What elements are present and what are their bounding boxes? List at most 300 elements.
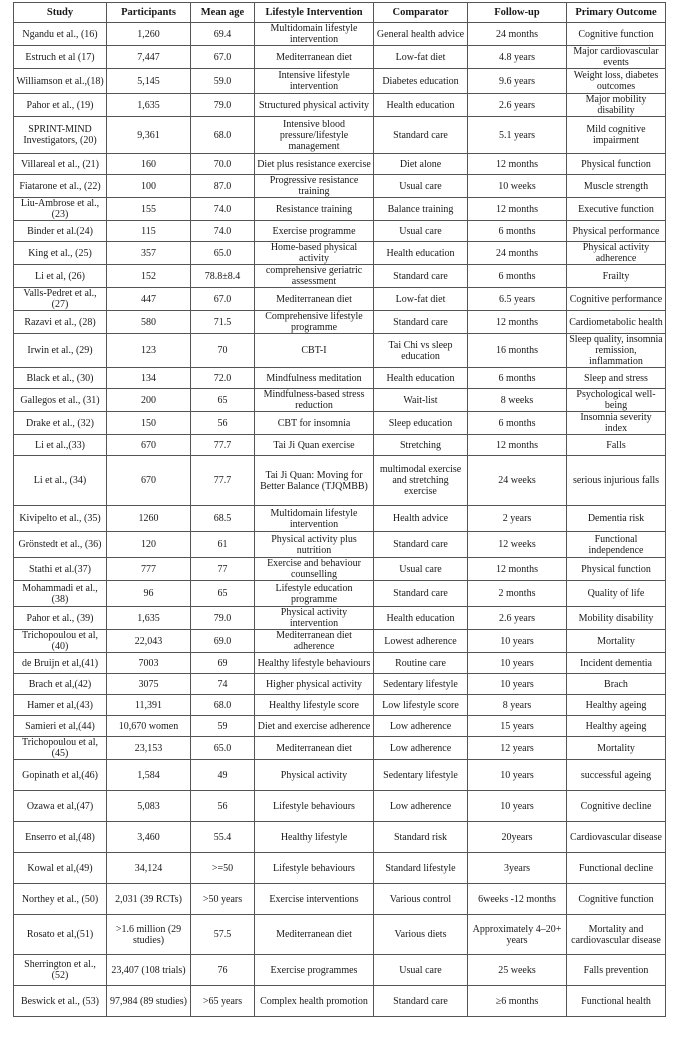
cell-outcome: Mortality and cardiovascular disease	[567, 915, 666, 955]
cell-outcome: Physical function	[567, 154, 666, 175]
cell-mean-age: 67.0	[191, 46, 255, 69]
cell-intervention: CBT for insomnia	[255, 412, 374, 435]
cell-intervention: Diet and exercise adherence	[255, 716, 374, 737]
header-follow-up: Follow-up	[468, 3, 567, 23]
cell-study: King et al., (25)	[14, 242, 107, 265]
cell-follow-up: 6 months	[468, 265, 567, 288]
cell-study: Li et al., (34)	[14, 456, 107, 506]
cell-follow-up: 6 months	[468, 368, 567, 389]
cell-study: Drake et al., (32)	[14, 412, 107, 435]
cell-mean-age: >65 years	[191, 986, 255, 1017]
header-mean-age: Mean age	[191, 3, 255, 23]
cell-follow-up: 5.1 years	[468, 117, 567, 154]
cell-comparator: Diet alone	[374, 154, 468, 175]
cell-intervention: Healthy lifestyle score	[255, 695, 374, 716]
cell-mean-age: 56	[191, 791, 255, 822]
cell-outcome: Cardiometabolic health	[567, 311, 666, 334]
cell-outcome: Quality of life	[567, 581, 666, 607]
header-study: Study	[14, 3, 107, 23]
cell-follow-up: 10 years	[468, 653, 567, 674]
cell-participants: 7003	[107, 653, 191, 674]
cell-follow-up: 2.6 years	[468, 94, 567, 117]
cell-study: Rosato et al,(51)	[14, 915, 107, 955]
cell-outcome: Cognitive function	[567, 884, 666, 915]
cell-intervention: Exercise programme	[255, 221, 374, 242]
table-body	[14, 23, 666, 1017]
cell-study: Stathi et al.(37)	[14, 558, 107, 581]
table-row	[14, 368, 666, 389]
cell-comparator: Health education	[374, 368, 468, 389]
cell-comparator: Wait-list	[374, 389, 468, 412]
cell-follow-up: 12 months	[468, 198, 567, 221]
cell-intervention: Physical activity plus nutrition	[255, 532, 374, 558]
cell-study: Sherrington et al., (52)	[14, 955, 107, 986]
cell-participants: 777	[107, 558, 191, 581]
header-primary-outcome: Primary Outcome	[567, 3, 666, 23]
cell-mean-age: >50 years	[191, 884, 255, 915]
table-row	[14, 69, 666, 94]
cell-participants: 1,635	[107, 607, 191, 630]
cell-follow-up: 24 months	[468, 242, 567, 265]
cell-comparator: Health education	[374, 94, 468, 117]
cell-intervention: Mindfulness-based stress reduction	[255, 389, 374, 412]
cell-comparator: Diabetes education	[374, 69, 468, 94]
cell-mean-age: 76	[191, 955, 255, 986]
cell-study: Black et al., (30)	[14, 368, 107, 389]
cell-outcome: Physical function	[567, 558, 666, 581]
cell-follow-up: 12 months	[468, 311, 567, 334]
cell-intervention: Lifestyle behaviours	[255, 791, 374, 822]
cell-study: SPRINT-MIND Investigators, (20)	[14, 117, 107, 154]
cell-participants: 120	[107, 532, 191, 558]
cell-outcome: Frailty	[567, 265, 666, 288]
cell-participants: 447	[107, 288, 191, 311]
cell-participants: 10,670 women	[107, 716, 191, 737]
cell-outcome: Healthy ageing	[567, 695, 666, 716]
studies-table	[13, 2, 666, 1017]
cell-intervention: Intensive blood pressure/lifestyle management	[255, 117, 374, 154]
cell-study: Kivipelto et al., (35)	[14, 506, 107, 532]
cell-outcome: Healthy ageing	[567, 716, 666, 737]
table-row	[14, 94, 666, 117]
cell-outcome: Dementia risk	[567, 506, 666, 532]
cell-intervention: Mediterranean diet	[255, 737, 374, 760]
header-lifestyle-intervention: Lifestyle Intervention	[255, 3, 374, 23]
cell-comparator: Standard risk	[374, 822, 468, 853]
cell-intervention: Mediterranean diet adherence	[255, 630, 374, 653]
cell-comparator: Tai Chi vs sleep education	[374, 334, 468, 368]
cell-participants: 23,407 (108 trials)	[107, 955, 191, 986]
cell-follow-up: Approximately 4–20+ years	[468, 915, 567, 955]
cell-intervention: Physical activity	[255, 760, 374, 791]
cell-mean-age: 55.4	[191, 822, 255, 853]
cell-outcome: Cognitive decline	[567, 791, 666, 822]
cell-comparator: Health education	[374, 607, 468, 630]
cell-follow-up: 12 years	[468, 737, 567, 760]
cell-follow-up: 2 months	[468, 581, 567, 607]
cell-comparator: Sleep education	[374, 412, 468, 435]
cell-outcome: successful ageing	[567, 760, 666, 791]
cell-comparator: Standard lifestyle	[374, 853, 468, 884]
cell-intervention: comprehensive geriatric assessment	[255, 265, 374, 288]
table-row	[14, 695, 666, 716]
table-row	[14, 23, 666, 46]
cell-study: Mohammadi et al., (38)	[14, 581, 107, 607]
header-comparator: Comparator	[374, 3, 468, 23]
cell-intervention: Exercise programmes	[255, 955, 374, 986]
cell-intervention: CBT-I	[255, 334, 374, 368]
table-row	[14, 558, 666, 581]
cell-participants: >1.6 million (29 studies)	[107, 915, 191, 955]
cell-participants: 5,083	[107, 791, 191, 822]
cell-intervention: Multidomain lifestyle intervention	[255, 506, 374, 532]
cell-follow-up: 10 years	[468, 630, 567, 653]
cell-mean-age: 57.5	[191, 915, 255, 955]
cell-intervention: Comprehensive lifestyle programme	[255, 311, 374, 334]
table-row	[14, 117, 666, 154]
cell-comparator: Usual care	[374, 221, 468, 242]
study-table-container	[13, 2, 665, 1017]
cell-study: Samieri et al,(44)	[14, 716, 107, 737]
cell-mean-age: 68.5	[191, 506, 255, 532]
cell-outcome: Weight loss, diabetes outcomes	[567, 69, 666, 94]
cell-outcome: Major cardiovascular events	[567, 46, 666, 69]
cell-study: Gallegos et al., (31)	[14, 389, 107, 412]
cell-outcome: Cognitive performance	[567, 288, 666, 311]
table-row	[14, 435, 666, 456]
cell-comparator: Balance training	[374, 198, 468, 221]
cell-outcome: Insomnia severity index	[567, 412, 666, 435]
cell-intervention: Complex health promotion	[255, 986, 374, 1017]
cell-comparator: Lowest adherence	[374, 630, 468, 653]
table-row	[14, 311, 666, 334]
cell-comparator: Health education	[374, 242, 468, 265]
cell-intervention: Intensive lifestyle intervention	[255, 69, 374, 94]
cell-outcome: Physical performance	[567, 221, 666, 242]
cell-comparator: Usual care	[374, 558, 468, 581]
cell-participants: 1,635	[107, 94, 191, 117]
cell-participants: 200	[107, 389, 191, 412]
cell-mean-age: 77.7	[191, 456, 255, 506]
cell-follow-up: 8 years	[468, 695, 567, 716]
cell-participants: 97,984 (89 studies)	[107, 986, 191, 1017]
cell-participants: 2,031 (39 RCTs)	[107, 884, 191, 915]
cell-comparator: Standard care	[374, 117, 468, 154]
cell-participants: 150	[107, 412, 191, 435]
cell-study: Irwin et al., (29)	[14, 334, 107, 368]
cell-outcome: Mild cognitive impairment	[567, 117, 666, 154]
cell-follow-up: 8 weeks	[468, 389, 567, 412]
cell-study: Trichopoulou et al,(45)	[14, 737, 107, 760]
table-row	[14, 884, 666, 915]
cell-intervention: Mediterranean diet	[255, 288, 374, 311]
table-row	[14, 412, 666, 435]
cell-mean-age: 77	[191, 558, 255, 581]
cell-study: Beswick et al., (53)	[14, 986, 107, 1017]
cell-study: Estruch et al (17)	[14, 46, 107, 69]
cell-intervention: Tai Ji Quan: Moving for Better Balance (TJQMBB)	[255, 456, 374, 506]
cell-participants: 34,124	[107, 853, 191, 884]
table-row	[14, 46, 666, 69]
cell-follow-up: 12 months	[468, 558, 567, 581]
cell-comparator: Routine care	[374, 653, 468, 674]
cell-outcome: Cognitive function	[567, 23, 666, 46]
cell-mean-age: 61	[191, 532, 255, 558]
cell-mean-age: 69	[191, 653, 255, 674]
cell-follow-up: 10 years	[468, 760, 567, 791]
cell-mean-age: 68.0	[191, 117, 255, 154]
cell-mean-age: 74	[191, 674, 255, 695]
cell-comparator: Standard care	[374, 532, 468, 558]
cell-participants: 134	[107, 368, 191, 389]
cell-study: Li et al.,(33)	[14, 435, 107, 456]
cell-outcome: Mortality	[567, 630, 666, 653]
cell-study: Hamer et al,(43)	[14, 695, 107, 716]
cell-study: Trichopoulou et al,(40)	[14, 630, 107, 653]
cell-intervention: Multidomain lifestyle intervention	[255, 23, 374, 46]
cell-follow-up: 3years	[468, 853, 567, 884]
cell-mean-age: 59.0	[191, 69, 255, 94]
cell-intervention: Lifestyle behaviours	[255, 853, 374, 884]
cell-study: Grönstedt et al., (36)	[14, 532, 107, 558]
cell-study: Fiatarone et al., (22)	[14, 175, 107, 198]
cell-mean-age: 79.0	[191, 94, 255, 117]
cell-mean-age: 72.0	[191, 368, 255, 389]
cell-study: Valls-Pedret et al., (27)	[14, 288, 107, 311]
cell-participants: 152	[107, 265, 191, 288]
cell-study: Ngandu et al., (16)	[14, 23, 107, 46]
cell-outcome: Mobility disability	[567, 607, 666, 630]
table-row	[14, 532, 666, 558]
cell-participants: 7,447	[107, 46, 191, 69]
cell-participants: 357	[107, 242, 191, 265]
cell-participants: 160	[107, 154, 191, 175]
cell-comparator: Various control	[374, 884, 468, 915]
cell-participants: 100	[107, 175, 191, 198]
cell-participants: 5,145	[107, 69, 191, 94]
cell-follow-up: 24 weeks	[468, 456, 567, 506]
cell-comparator: Various diets	[374, 915, 468, 955]
cell-follow-up: 4.8 years	[468, 46, 567, 69]
cell-participants: 9,361	[107, 117, 191, 154]
table-row	[14, 242, 666, 265]
cell-intervention: Home-based physical activity	[255, 242, 374, 265]
cell-comparator: Standard care	[374, 581, 468, 607]
cell-follow-up: 10 years	[468, 791, 567, 822]
cell-study: Kowal et al,(49)	[14, 853, 107, 884]
table-row	[14, 674, 666, 695]
cell-follow-up: 9.6 years	[468, 69, 567, 94]
cell-outcome: Physical activity adherence	[567, 242, 666, 265]
cell-outcome: Major mobility disability	[567, 94, 666, 117]
table-header-row	[14, 3, 666, 23]
cell-outcome: Functional independence	[567, 532, 666, 558]
table-row	[14, 221, 666, 242]
cell-participants: 155	[107, 198, 191, 221]
cell-outcome: Sleep and stress	[567, 368, 666, 389]
cell-mean-age: 65	[191, 581, 255, 607]
cell-comparator: Stretching	[374, 435, 468, 456]
cell-mean-age: 79.0	[191, 607, 255, 630]
cell-mean-age: 87.0	[191, 175, 255, 198]
table-row	[14, 154, 666, 175]
table-row	[14, 265, 666, 288]
table-row	[14, 456, 666, 506]
cell-outcome: serious injurious falls	[567, 456, 666, 506]
cell-mean-age: 70.0	[191, 154, 255, 175]
table-row	[14, 175, 666, 198]
cell-mean-age: 78.8±8.4	[191, 265, 255, 288]
cell-comparator: Usual care	[374, 955, 468, 986]
cell-study: Northey et al., (50)	[14, 884, 107, 915]
cell-intervention: Mediterranean diet	[255, 46, 374, 69]
table-row	[14, 198, 666, 221]
cell-follow-up: 10 years	[468, 674, 567, 695]
table-row	[14, 581, 666, 607]
cell-intervention: Structured physical activity	[255, 94, 374, 117]
cell-intervention: Healthy lifestyle	[255, 822, 374, 853]
cell-study: Li et al, (26)	[14, 265, 107, 288]
cell-participants: 580	[107, 311, 191, 334]
cell-follow-up: 24 months	[468, 23, 567, 46]
cell-comparator: Low-fat diet	[374, 46, 468, 69]
cell-comparator: multimodal exercise and stretching exercise	[374, 456, 468, 506]
cell-follow-up: 6.5 years	[468, 288, 567, 311]
cell-participants: 23,153	[107, 737, 191, 760]
cell-study: Binder et al.(24)	[14, 221, 107, 242]
cell-outcome: Falls	[567, 435, 666, 456]
cell-intervention: Exercise interventions	[255, 884, 374, 915]
cell-participants: 22,043	[107, 630, 191, 653]
table-row	[14, 389, 666, 412]
cell-mean-age: 74.0	[191, 221, 255, 242]
cell-follow-up: 6 months	[468, 412, 567, 435]
cell-outcome: Mortality	[567, 737, 666, 760]
cell-participants: 123	[107, 334, 191, 368]
cell-participants: 3,460	[107, 822, 191, 853]
cell-study: Razavi et al., (28)	[14, 311, 107, 334]
cell-mean-age: >=50	[191, 853, 255, 884]
table-row	[14, 737, 666, 760]
cell-follow-up: 2.6 years	[468, 607, 567, 630]
table-row	[14, 853, 666, 884]
cell-mean-age: 67.0	[191, 288, 255, 311]
cell-study: Brach et al,(42)	[14, 674, 107, 695]
cell-participants: 1,584	[107, 760, 191, 791]
cell-intervention: Physical activity intervention	[255, 607, 374, 630]
cell-comparator: Low-fat diet	[374, 288, 468, 311]
table-row	[14, 986, 666, 1017]
cell-follow-up: 16 months	[468, 334, 567, 368]
table-row	[14, 506, 666, 532]
cell-participants: 11,391	[107, 695, 191, 716]
cell-comparator: General health advice	[374, 23, 468, 46]
cell-follow-up: 10 weeks	[468, 175, 567, 198]
cell-comparator: Low lifestyle score	[374, 695, 468, 716]
cell-participants: 670	[107, 456, 191, 506]
table-row	[14, 653, 666, 674]
cell-comparator: Low adherence	[374, 716, 468, 737]
cell-intervention: Mediterranean diet	[255, 915, 374, 955]
cell-mean-age: 68.0	[191, 695, 255, 716]
table-row	[14, 288, 666, 311]
cell-study: Gopinath et al,(46)	[14, 760, 107, 791]
table-row	[14, 760, 666, 791]
cell-follow-up: 12 months	[468, 435, 567, 456]
cell-intervention: Tai Ji Quan exercise	[255, 435, 374, 456]
cell-intervention: Lifestyle education programme	[255, 581, 374, 607]
table-row	[14, 630, 666, 653]
cell-comparator: Standard care	[374, 265, 468, 288]
cell-comparator: Health advice	[374, 506, 468, 532]
cell-outcome: Cardiovascular disease	[567, 822, 666, 853]
cell-mean-age: 65.0	[191, 737, 255, 760]
cell-comparator: Usual care	[374, 175, 468, 198]
cell-study: Enserro et al,(48)	[14, 822, 107, 853]
cell-mean-age: 74.0	[191, 198, 255, 221]
cell-mean-age: 69.4	[191, 23, 255, 46]
table-row	[14, 716, 666, 737]
cell-study: Pahor et al., (39)	[14, 607, 107, 630]
cell-outcome: Muscle strength	[567, 175, 666, 198]
cell-study: Villareal et al., (21)	[14, 154, 107, 175]
cell-outcome: Incident dementia	[567, 653, 666, 674]
cell-study: Ozawa et al,(47)	[14, 791, 107, 822]
cell-mean-age: 65	[191, 389, 255, 412]
table-row	[14, 334, 666, 368]
cell-mean-age: 65.0	[191, 242, 255, 265]
cell-follow-up: 2 years	[468, 506, 567, 532]
cell-mean-age: 77.7	[191, 435, 255, 456]
cell-study: de Bruijn et al,(41)	[14, 653, 107, 674]
cell-study: Williamson et al.,(18)	[14, 69, 107, 94]
cell-comparator: Standard care	[374, 986, 468, 1017]
cell-participants: 1,260	[107, 23, 191, 46]
cell-follow-up: 12 months	[468, 154, 567, 175]
cell-intervention: Diet plus resistance exercise	[255, 154, 374, 175]
cell-participants: 1260	[107, 506, 191, 532]
table-row	[14, 791, 666, 822]
cell-follow-up: ≥6 months	[468, 986, 567, 1017]
cell-study: Pahor et al., (19)	[14, 94, 107, 117]
cell-participants: 3075	[107, 674, 191, 695]
header-participants: Participants	[107, 3, 191, 23]
cell-intervention: Exercise and behaviour counselling	[255, 558, 374, 581]
cell-intervention: Resistance training	[255, 198, 374, 221]
cell-mean-age: 49	[191, 760, 255, 791]
cell-mean-age: 71.5	[191, 311, 255, 334]
cell-study: Liu-Ambrose et al., (23)	[14, 198, 107, 221]
cell-intervention: Progressive resistance training	[255, 175, 374, 198]
cell-follow-up: 25 weeks	[468, 955, 567, 986]
cell-mean-age: 56	[191, 412, 255, 435]
cell-mean-age: 59	[191, 716, 255, 737]
cell-follow-up: 12 weeks	[468, 532, 567, 558]
table-row	[14, 607, 666, 630]
cell-outcome: Executive function	[567, 198, 666, 221]
cell-follow-up: 6 months	[468, 221, 567, 242]
cell-mean-age: 70	[191, 334, 255, 368]
cell-outcome: Sleep quality, insomnia remission, inflammation	[567, 334, 666, 368]
cell-comparator: Standard care	[374, 311, 468, 334]
cell-participants: 96	[107, 581, 191, 607]
cell-comparator: Sedentary lifestyle	[374, 674, 468, 695]
cell-outcome: Functional health	[567, 986, 666, 1017]
table-row	[14, 915, 666, 955]
cell-comparator: Sedentary lifestyle	[374, 760, 468, 791]
cell-intervention: Healthy lifestyle behaviours	[255, 653, 374, 674]
cell-intervention: Higher physical activity	[255, 674, 374, 695]
